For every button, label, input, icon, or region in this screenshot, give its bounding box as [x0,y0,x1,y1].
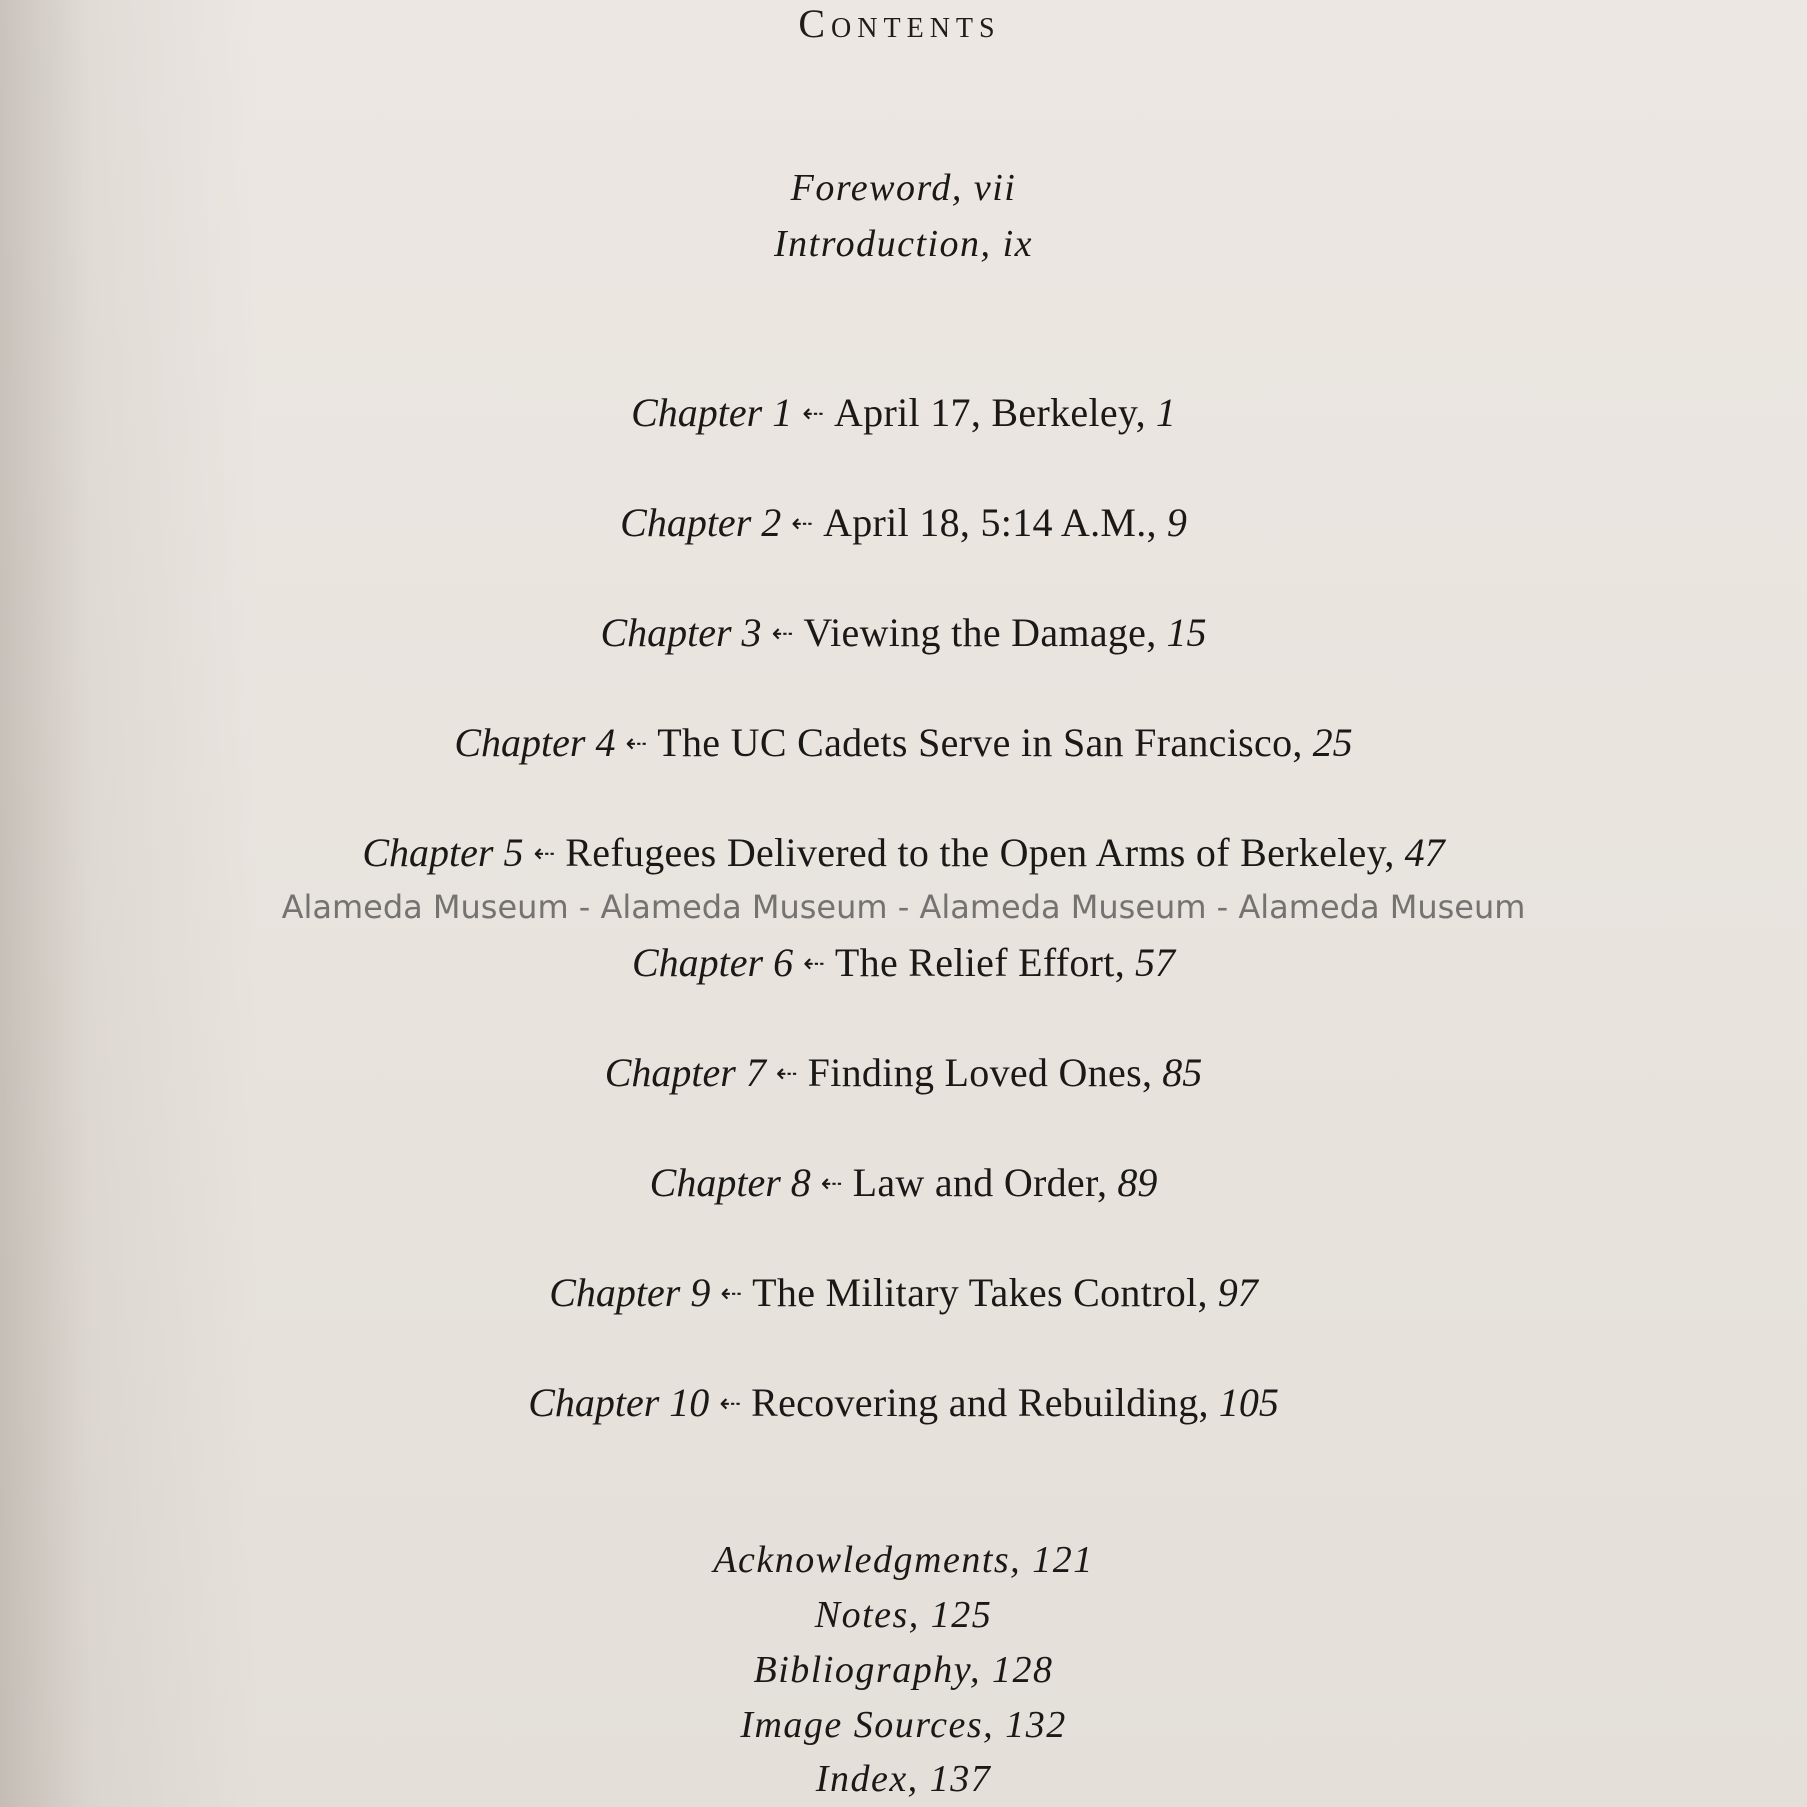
entry-label: Foreword, [790,167,963,209]
entry-page: 128 [991,1649,1054,1691]
toc-entry-bibliography [0,1648,1807,1692]
toc-entry-chapter-2 [0,499,1807,546]
chapter-page: 9 [1166,500,1187,545]
toc-entry-foreword [0,166,1807,210]
toc-entry-chapter-3 [0,609,1807,656]
entry-label: Introduction, [773,223,992,265]
arrow-ornament-icon: ⇠ [625,729,648,758]
contents-heading: Contents [798,1,1001,46]
entry-page: ix [1002,223,1033,265]
chapter-label: Chapter 9 [549,1270,711,1315]
chapter-title: Viewing the Damage, [803,610,1157,655]
entry-page: vii [973,167,1017,209]
chapter-label: Chapter 7 [604,1050,766,1095]
chapter-label: Chapter 1 [631,390,793,435]
chapter-label: Chapter 10 [528,1380,710,1425]
chapter-page: 57 [1135,940,1176,985]
toc-entry-image-sources [0,1703,1807,1747]
toc-entry-chapter-1 [0,389,1807,436]
chapter-label: Chapter 5 [362,830,524,875]
entry-label: Image Sources, [740,1704,995,1746]
chapter-page: 105 [1218,1380,1279,1425]
toc-entry-chapter-5 [0,829,1807,876]
chapter-label: Chapter 2 [620,500,782,545]
toc-entry-chapter-10 [0,1379,1807,1426]
chapter-title: Refugees Delivered to the Open Arms of Berkeley, [565,830,1395,875]
chapter-label: Chapter 4 [454,720,616,765]
toc-entry-acknowledgments [0,1538,1807,1582]
chapter-title: April 18, 5:14 A.M., [823,500,1157,545]
chapter-page: 97 [1217,1270,1258,1315]
entry-page: 137 [929,1758,992,1800]
arrow-ornament-icon: ⇠ [719,1389,742,1418]
entry-label: Bibliography, [753,1649,981,1691]
chapter-title: April 17, Berkeley, [834,390,1146,435]
arrow-ornament-icon: ⇠ [820,1169,843,1198]
entry-page: 125 [930,1594,993,1636]
chapter-label: Chapter 8 [649,1160,811,1205]
arrow-ornament-icon: ⇠ [802,399,824,428]
arrow-ornament-icon: ⇠ [771,619,794,648]
toc-entry-introduction [0,222,1807,266]
toc-entry-chapter-7 [0,1049,1807,1096]
chapter-page: 47 [1404,830,1445,875]
arrow-ornament-icon: ⇠ [533,839,556,868]
toc-entry-chapter-4 [0,719,1807,766]
arrow-ornament-icon: ⇠ [720,1279,743,1308]
chapter-page: 89 [1117,1160,1158,1205]
entry-label: Index, [815,1758,919,1800]
arrow-ornament-icon: ⇠ [791,509,814,538]
entry-page: 121 [1032,1539,1094,1581]
entry-label: Acknowledgments, [713,1539,1022,1581]
chapter-title: The UC Cadets Serve in San Francisco, [657,720,1303,765]
entry-label: Notes, [814,1594,920,1636]
chapter-title: Law and Order, [852,1160,1108,1205]
toc-entry-chapter-6 [0,939,1807,986]
chapter-page: 1 [1155,390,1176,435]
arrow-ornament-icon: ⇠ [775,1059,798,1088]
arrow-ornament-icon: ⇠ [803,949,825,978]
entry-page: 132 [1005,1704,1067,1746]
chapter-page: 25 [1312,720,1353,765]
toc-entry-chapter-8 [0,1159,1807,1206]
chapter-page: 85 [1162,1050,1203,1095]
chapter-title: The Relief Effort, [834,940,1126,985]
toc-entry-notes [0,1593,1807,1637]
toc-entry-index [0,1757,1807,1801]
toc-entry-chapter-9 [0,1269,1807,1316]
chapter-label: Chapter 6 [631,940,794,985]
chapter-page: 15 [1166,610,1207,655]
chapter-title: Finding Loved Ones, [807,1050,1153,1095]
chapter-title: Recovering and Rebuilding, [751,1380,1209,1425]
chapter-label: Chapter 3 [600,610,762,655]
watermark-text: Alameda Museum - Alameda Museum - Alameda Museum - Alameda Museum [281,888,1526,926]
chapter-title: The Military Takes Control, [752,1270,1208,1315]
